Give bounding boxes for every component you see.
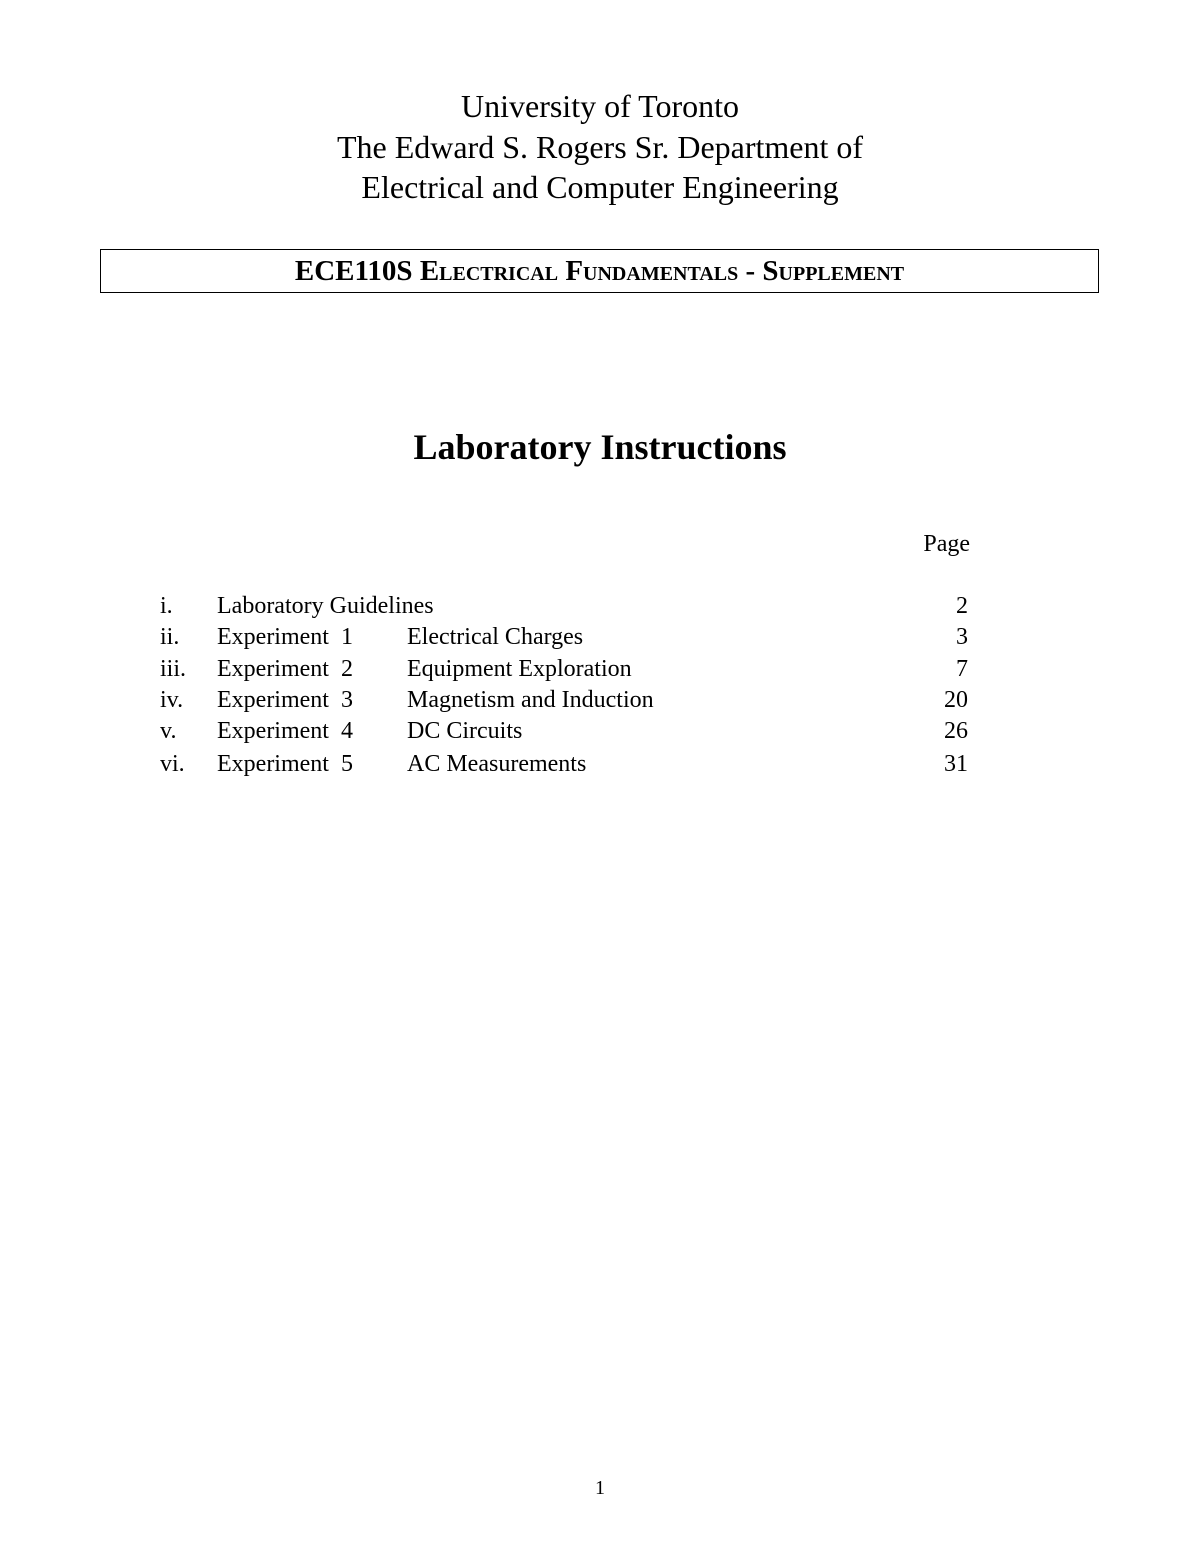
toc-row-4 xyxy=(0,685,1200,715)
toc-page-number: 31 xyxy=(944,751,968,777)
toc-numeral: ii. xyxy=(160,624,180,650)
toc-row-5 xyxy=(0,716,1200,746)
toc-label: Experiment 2 xyxy=(217,656,353,682)
course-title-word-1: Electrical xyxy=(419,255,559,287)
course-title-separator: - xyxy=(745,255,756,287)
department-line-1: The Edward S. Rogers Sr. Department of xyxy=(336,129,864,165)
department-line-2: Electrical and Computer Engineering xyxy=(361,169,839,205)
toc-page-number: 3 xyxy=(956,624,968,650)
course-title-box xyxy=(100,249,1099,293)
toc-title: DC Circuits xyxy=(407,718,523,744)
toc-label: Laboratory Guidelines xyxy=(217,593,434,619)
toc-numeral: v. xyxy=(160,718,177,744)
course-title-word-2: Fundamentals xyxy=(565,255,739,287)
toc-page-number: 7 xyxy=(956,656,968,682)
toc-title: Electrical Charges xyxy=(407,624,584,650)
toc-title: Equipment Exploration xyxy=(407,656,632,682)
toc-row-1 xyxy=(0,591,1200,621)
toc-numeral: iii. xyxy=(160,656,187,682)
toc-label: Experiment 4 xyxy=(217,718,353,744)
university-name: University of Toronto xyxy=(460,88,740,124)
toc-numeral: vi. xyxy=(160,751,185,777)
toc-label: Experiment 5 xyxy=(217,751,353,777)
document-title: Laboratory Instructions xyxy=(413,427,787,467)
toc-title: Magnetism and Induction xyxy=(407,687,654,713)
toc-page-number: 2 xyxy=(956,593,968,619)
toc-page-number: 26 xyxy=(944,718,968,744)
course-title-word-3: Supplement xyxy=(762,255,905,287)
toc-row-6 xyxy=(0,749,1200,779)
toc-row-2 xyxy=(0,622,1200,652)
toc-page-column-label: Page xyxy=(923,531,970,557)
toc-label: Experiment 3 xyxy=(217,687,353,713)
toc-label: Experiment 1 xyxy=(217,624,353,650)
toc-numeral: iv. xyxy=(160,687,184,713)
footer-page-number: 1 xyxy=(595,1477,605,1499)
toc-page-number: 20 xyxy=(944,687,968,713)
toc-numeral: i. xyxy=(160,593,173,619)
course-code: ECE110S xyxy=(294,255,413,287)
toc-title: AC Measurements xyxy=(407,751,587,777)
toc-row-3 xyxy=(0,654,1200,684)
